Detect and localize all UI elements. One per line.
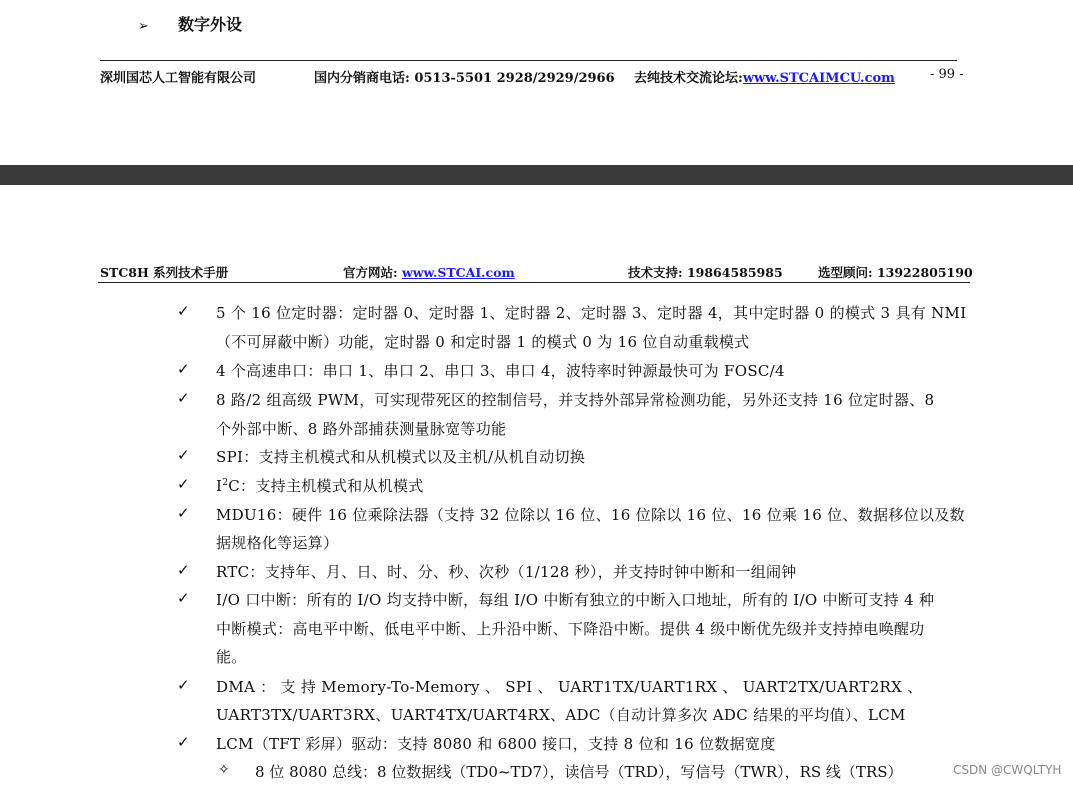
watermark: CSDN @CWQLTYH xyxy=(953,763,1062,777)
header-rule xyxy=(98,282,970,283)
bullet-line-i2c xyxy=(216,475,424,496)
bullet-line: 据规格化等运算） xyxy=(216,534,339,552)
check-icon: ✓ xyxy=(177,302,190,320)
check-icon: ✓ xyxy=(177,504,190,522)
check-icon: ✓ xyxy=(177,561,190,579)
bullet-line: 5 个 16 位定时器：定时器 0、定时器 1、定时器 2、定时器 3、定时器 4，其中定时器 0 的模式 3 具有 NMI xyxy=(216,304,967,322)
check-icon: ✓ xyxy=(177,676,190,694)
bullet-line: UART3TX/UART3RX、UART4TX/UART4RX、ADC（自动计算多次 ADC 结果的平均值）、LCM xyxy=(216,706,906,724)
site-link[interactable]: www.STCAI.com xyxy=(401,265,515,280)
bullet-line: SPI：支持主机模式和从机模式以及主机/从机自动切换 xyxy=(216,448,586,466)
check-icon: ✓ xyxy=(177,589,190,607)
site-label: 官方网站: xyxy=(343,265,402,280)
check-icon: ✓ xyxy=(177,360,190,378)
footer-phone: 国内分销商电话: 0513-5501 2928/2929/2966 xyxy=(314,71,615,86)
official-site xyxy=(343,263,515,281)
diamond-icon: ✧ xyxy=(218,762,230,778)
bullet-line: MDU16：硬件 16 位乘除法器（支持 32 位除以 16 位、16 位除以 16 位、16 位乘 16 位、数据移位以及数 xyxy=(216,506,965,524)
check-icon: ✓ xyxy=(177,475,190,493)
section-title: 数字外设 xyxy=(178,15,243,34)
section-heading xyxy=(138,12,242,35)
bullet-line: I/O 口中断：所有的 I/O 均支持中断，每组 I/O 中断有独立的中断入口地址，所有的 I/O 中断可支持 4 种 xyxy=(216,591,935,609)
bullet-line: 4 个高速串口：串口 1、串口 2、串口 3、串口 4，波特率时钟源最快可为 FOSC/4 xyxy=(216,362,785,380)
bullet-line: 8 路/2 组高级 PWM，可实现带死区的控制信号，并支持外部异常检测功能，另外还支持 16 位定时器、8 xyxy=(216,391,935,409)
footer-forum xyxy=(634,67,895,86)
bullet-line: LCM（TFT 彩屏）驱动：支持 8080 和 6800 接口，支持 8 位和 16 位数据宽度 xyxy=(216,735,776,753)
bullet-line: DMA ： 支 持 Memory-To-Memory 、 SPI 、 UART1TX/UART1RX 、 UART2TX/UART2RX 、 xyxy=(216,678,923,696)
page-number: - 99 - xyxy=(930,67,964,82)
bullet-line: 能。 xyxy=(216,648,247,666)
manual-title: STC8H 系列技术手册 xyxy=(100,265,229,280)
bullet-line: （不可屏蔽中断）功能，定时器 0 和定时器 1 的模式 0 为 16 位自动重载模式 xyxy=(216,333,750,351)
bullet-line: 个外部中断、8 路外部捕获测量脉宽等功能 xyxy=(216,420,507,438)
check-icon: ✓ xyxy=(177,733,190,751)
check-icon: ✓ xyxy=(177,389,190,407)
tech-support: 技术支持: 19864585985 xyxy=(628,265,783,280)
forum-link[interactable]: www.STCAIMCU.com xyxy=(742,71,895,86)
i2c-superscript: 2 xyxy=(222,478,229,488)
i2c-prefix: I xyxy=(216,477,223,495)
i2c-rest: C：支持主机模式和从机模式 xyxy=(228,477,424,495)
bullet-line: 中断模式：高电平中断、低电平中断、上升沿中断、下降沿中断。提供 4 级中断优先级并支持掉电唤醒功 xyxy=(216,620,925,638)
arrow-icon: ➢ xyxy=(138,19,149,34)
footer-rule xyxy=(100,60,957,61)
bullet-line: RTC：支持年、月、日、时、分、秒、次秒（1/128 秒），并支持时钟中断和一组闹钟 xyxy=(216,563,797,581)
check-icon: ✓ xyxy=(177,446,190,464)
sub-bullet-line: 8 位 8080 总线：8 位数据线（TD0~TD7），读信号（TRD），写信号（TWR），RS 线（TRS） xyxy=(255,763,903,781)
forum-label: 去纯技术交流论坛: xyxy=(634,71,743,86)
page-separator xyxy=(0,165,1073,185)
selection-advisor: 选型顾问: 13922805190 xyxy=(818,265,973,280)
footer-company: 深圳国芯人工智能有限公司 xyxy=(100,71,257,86)
